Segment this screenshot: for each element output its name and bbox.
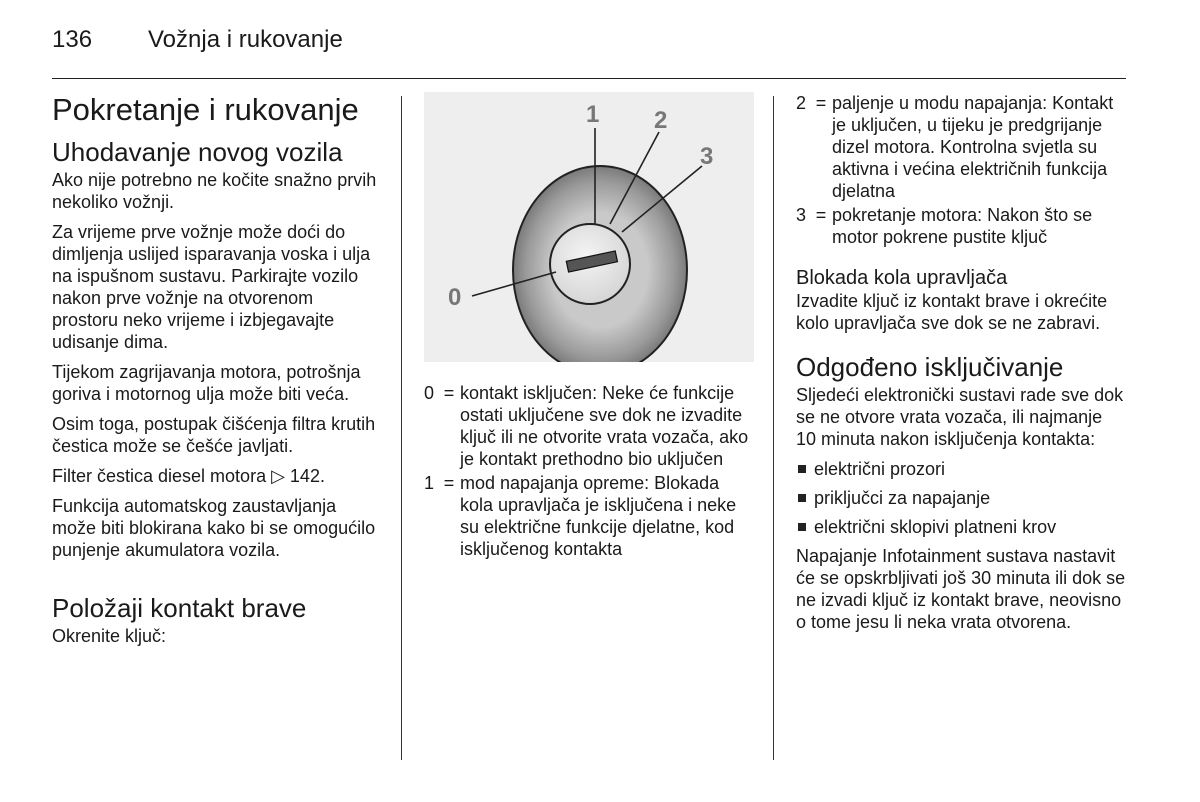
position-description: paljenje u modu napajanja: Kontakt je uključen, u tijeku je predgrijanje dizel motora. Kontrolna svjetla su aktivna i većina električnih funkcija djelatna: [832, 93, 1114, 201]
position-key: 1: [424, 473, 435, 493]
column-3: [796, 92, 1126, 641]
page-number: 136: [52, 26, 93, 53]
position-key: 2: [796, 93, 807, 113]
list-item-text: električni prozori: [814, 459, 946, 479]
paragraph: Ako nije potrebno ne kočite snažno prvih nekoliko vožnji.: [52, 170, 377, 212]
paragraph: Napajanje Infotainment sustava nastavit će se opskrbljivati još 30 minuta ili dok se ne izvadi ključ iz kontakt brave, neovisno o tome jesu li neka vrata otvorena.: [796, 546, 1126, 632]
list-item: [796, 516, 1126, 538]
equals-sign: =: [815, 93, 827, 113]
steering-lock-heading: Blokada kola upravljača: [796, 267, 1008, 289]
column-divider-right: [773, 96, 774, 760]
position-label-3: 3: [700, 143, 714, 170]
position-key: 3: [796, 205, 807, 225]
paragraph: Okrenite ključ:: [52, 626, 167, 646]
position-description: kontakt isključen: Neke će funkcije ostati uključene sve dok ne izvadite ključ ili ne otvorite vrata vozača, ako je kontakt prethodno bio uključen: [460, 383, 749, 469]
ignition-switch-figure: [424, 92, 754, 362]
list-item: [796, 458, 1126, 480]
bullet-list: [796, 458, 1126, 538]
delayed-off-heading: Odgođeno isključivanje: [796, 352, 1064, 382]
bullet-square-icon: [798, 465, 806, 473]
ignition-positions-heading: Položaji kontakt brave: [52, 593, 307, 623]
paragraph: Sljedeći elektronički sustavi rade sve dok se ne otvore vrata vozača, ili najmanje 10 minuta nakon isključenja kontakta:: [796, 385, 1124, 449]
position-definition: [424, 472, 754, 560]
paragraph: Tijekom zagrijavanja motora, potrošnja goriva i motornog ulja može biti veća.: [52, 362, 361, 404]
position-label-2: 2: [654, 107, 668, 134]
equals-sign: =: [443, 383, 455, 403]
paragraph: Izvadite ključ iz kontakt brave i okrećite kolo upravljača sve dok se ne zabravi.: [796, 291, 1108, 333]
running-section-title: Vožnja i rukovanje: [148, 26, 343, 53]
page-header: [52, 22, 1126, 79]
chapter-heading: Pokretanje i rukovanje: [52, 92, 359, 127]
list-item-text: priključci za napajanje: [814, 488, 991, 508]
equals-sign: =: [815, 205, 827, 225]
column-1: [52, 92, 382, 655]
column-2: [424, 92, 754, 562]
bullet-square-icon: [798, 494, 806, 502]
paragraph: Za vrijeme prve vožnje može doći do dimljenja uslijed isparavanja voska i ulja na ispušnom sustavu. Parkirajte vozilo nakon prve vožnje na otvorenom prostoru neko vrijeme i izbjegavajte udisanje dima.: [52, 222, 371, 352]
bullet-square-icon: [798, 523, 806, 531]
position-label-1: 1: [586, 101, 600, 128]
list-item-text: električni sklopivi platneni krov: [814, 517, 1057, 537]
position-description: mod napajanja opreme: Blokada kola upravljača je isključena i neke su električne funkcije djelatne, kod isključenog kontakta: [460, 473, 737, 559]
column-divider-left: [401, 96, 402, 760]
position-definition: [424, 382, 754, 470]
equals-sign: =: [443, 473, 455, 493]
paragraph: Funkcija automatskog zaustavljanja može biti blokirana kako bi se omogućilo punjenje akumulatora vozila.: [52, 496, 376, 560]
running-in-heading: Uhodavanje novog vozila: [52, 137, 343, 167]
ignition-switch-illustration: [424, 92, 754, 362]
list-item: [796, 487, 1126, 509]
paragraph: Osim toga, postupak čišćenja filtra krutih čestica može se češće javljati.: [52, 414, 376, 456]
position-key: 0: [424, 383, 435, 403]
position-label-0: 0: [448, 284, 462, 311]
position-definition: [796, 92, 1126, 202]
position-definition: [796, 204, 1126, 248]
cross-reference: Filter čestica diesel motora ▷ 142.: [52, 466, 325, 486]
position-description: pokretanje motora: Nakon što se motor pokrene pustite ključ: [832, 205, 1093, 247]
